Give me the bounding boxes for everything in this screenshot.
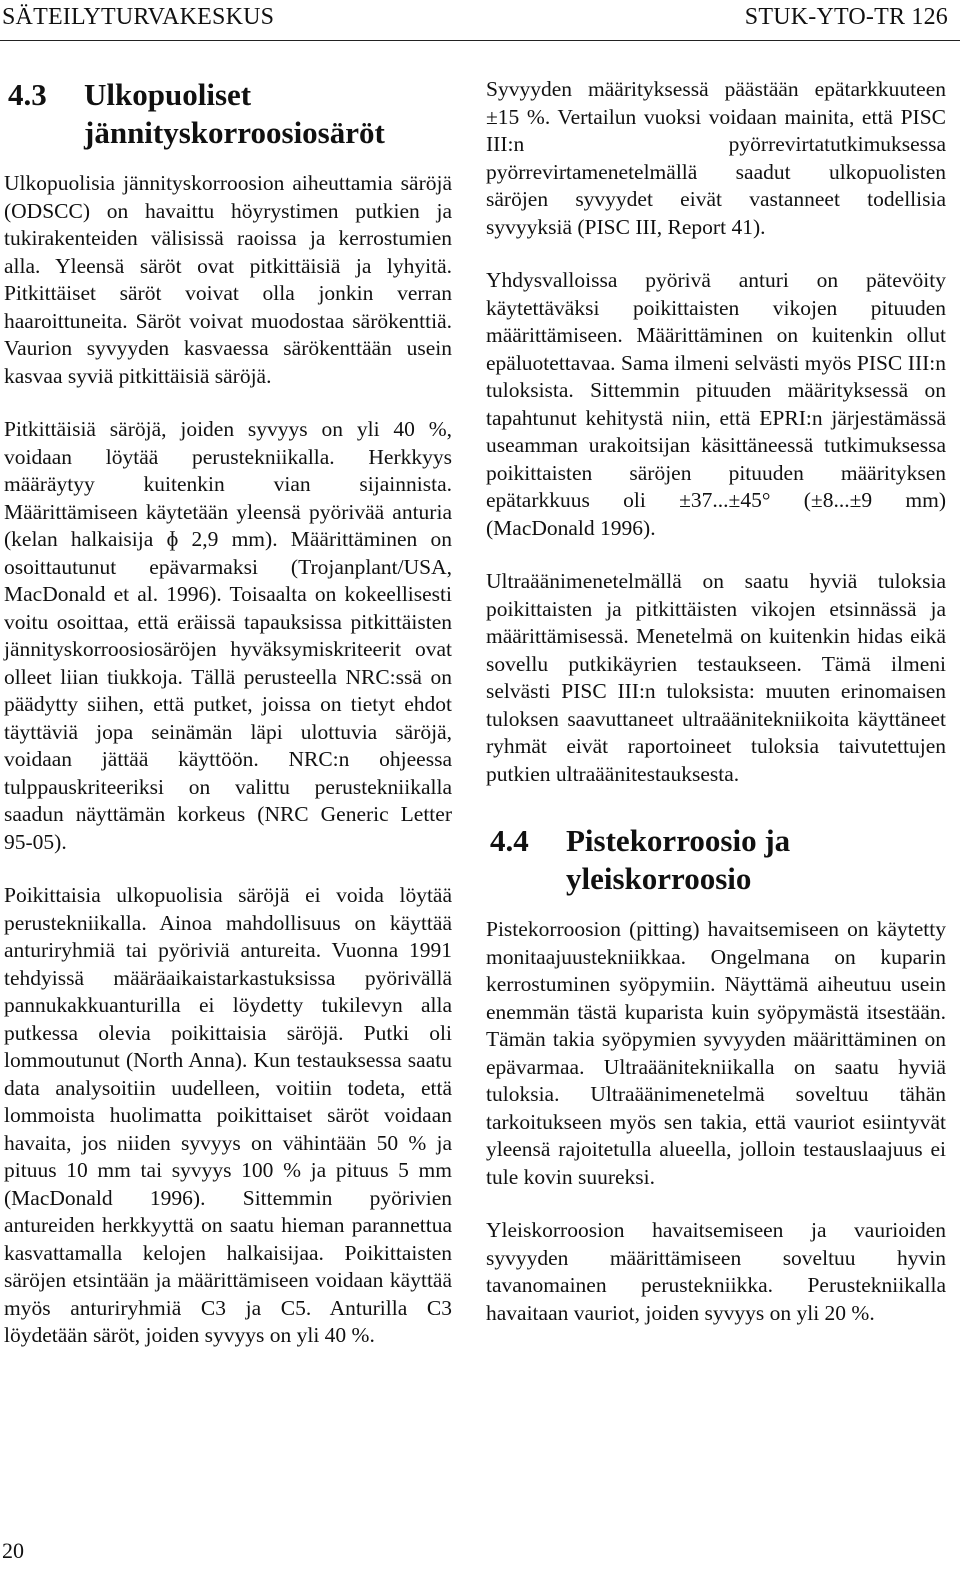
paragraph: Ultraäänimenetelmällä on saatu hyviä tuloksia poikittaisten ja pitkittäisten vikojen etsinnässä ja määrittämisessä. Menetelmä on kuitenkin hidas eikä sovellu putkikäyrien testaukseen. Tämä ilmeni selvästi PISC III:n tuloksista: muuten erinomaisen tuloksen saavuttaneet ultraäänitekniikoita käyttäneet ryhmät eivät raportoineet tuloksia taivutettujen putkien ultraäänitestauksesta. bbox=[486, 569, 946, 786]
publisher-name: SÄTEILYTURVAKESKUS bbox=[2, 4, 275, 30]
section-title: Pistekorroosio ja yleiskorroosio bbox=[566, 823, 791, 896]
section-title: Ulkopuoliset jännityskorroosiosäröt bbox=[84, 77, 385, 150]
running-header bbox=[0, 0, 960, 41]
paragraph: Syvyyden määrityksessä päästään epätarkkuuteen ±15 %. Vertailun vuoksi voidaan mainita, että PISC III:n pyörrevirtatutkimuksessa pyörrevirtamenetelmällä saadut ulkopuolisten säröjen syvyydet eivät vastanneet todellisia syvyyksiä (PISC III, Report 41). bbox=[486, 77, 946, 239]
paragraph: Pistekorroosion (pitting) havaitsemiseen on käytetty monitaajuustekniikkaa. Ongelmana on kuparin kerrostuminen syöpymiin. Näyttämä aiheutuu usein enemmän tästä kuparista kuin syöpymästä itsestään. Tämän takia syöpymien syvyyden määrittäminen on epävarmaa. Ultraäänitekniikalla on saatu hyviä tuloksia. Ultraäänimenetelmä soveltuu tähän tarkoitukseen myös sen takia, että vauriot esiintyvät yleensä rajoitetulla alueella, jolloin testauslaajuus ei tule kovin suureksi. bbox=[486, 917, 946, 1189]
section-number: 4.4 bbox=[490, 823, 529, 858]
section-heading-4-3 bbox=[4, 76, 452, 152]
section-heading-4-4 bbox=[486, 822, 946, 898]
paragraph: Ulkopuolisia jännityskorroosion aiheuttamia säröjä (ODSCC) on havaittu höyrystimen putkien ja tukirakenteiden välisissä raoissa ja kerrostumien alla. Yleensä säröt ovat pitkittäisiä ja lyhyitä. Pitkittäiset säröt voivat olla jonkin verran haaroittuneita. Säröt voivat muodostaa särökenttiä. Vaurion syvyyden kasvaessa särökenttään usein kasvaa syviä pitkittäisiä säröjä. bbox=[4, 171, 452, 388]
paragraph: Yleiskorroosion havaitsemiseen ja vaurioiden syvyyden määrittämiseen soveltuu hyvin tavanomainen perustekniikka. Perustekniikalla havaitaan vauriot, joiden syvyys on yli 20 %. bbox=[486, 1218, 946, 1325]
left-column bbox=[4, 76, 452, 1376]
paragraph: Yhdysvalloissa pyörivä anturi on pätevöity käytettäväksi poikittaisten vikojen pituuden määrittämiseen. Määrittäminen on kuitenkin ollut epäluotettavaa. Sama ilmeni selvästi myös PISC III:n tuloksista. Sittemmin pituuden määrityksessä on tapahtunut kehitystä niin, että EPRI:n järjestämässä useamman urakoitsijan käsittäneessä tutkimuksessa poikittaisten säröjen pituuden määrityksen epätarkkuus oli ±37...±45° (±8...±9 mm) (MacDonald 1996). bbox=[486, 268, 946, 540]
page-number: 20 bbox=[2, 1538, 24, 1563]
report-id: STUK-YTO-TR 126 bbox=[744, 4, 948, 30]
paragraph: Pitkittäisiä säröjä, joiden syvyys on yli 40 %, voidaan löytää perustekniikalla. Herkkyys määräytyy kuitenkin vian sijainnista. Määrittämiseen käytetään yleensä pyörivää anturia (kelan halkaisija ɸ 2,9 mm). Määrittäminen on osoittautunut epävarmaksi (Trojanplant/USA, MacDonald et al. 1996). Toisaalta on kokeellisesti voitu osoittaa, että eräissä tapauksissa pitkittäisten jännityskorroosiosäröjen hyväksymiskriteerit ovat olleet liian tiukkoja. Tällä perusteella NRC:ssä on päädytty siihen, että putket, joissa on tietyt ehdot täyttäviä jopa seinämän läpi ulottuvia säröjä, voidaan jättää käyttöön. NRC:n ohjeessa tulppauskriteeriksi on valittu perustekniikalla saadun näyttämän korkeus (NRC Generic Letter 95-05). bbox=[4, 417, 452, 854]
paragraph: Poikittaisia ulkopuolisia säröjä ei voida löytää perustekniikalla. Ainoa mahdollisuus on käyttää anturiryhmiä tai pyöriviä antureita. Vuonna 1991 tehdyissä määräaikaistarkastuksissa pyörivällä pannukakkuanturilla ei löydetty tukilevyn alla putkessa olevia poikittaisia säröjä. Putki oli lommoutunut (North Anna). Kun testauksessa saatu data analysoitiin uudelleen, voitiin todeta, että lommoista huolimatta poikittaiset säröt voidaan havaita, jos niiden syvyys on vähintään 50 % ja pituus 10 mm tai syvyys 100 % ja pituus 5 mm (MacDonald 1996). Sittemmin pyörivien antureiden herkkyyttä on saatu hieman parannettua kasvattamalla kelojen halkaisijaa. Poikittaisten säröjen etsintään ja määrittämiseen voidaan käyttää myös anturiryhmiä C3 ja C5. Anturilla C3 löydetään säröt, joiden syvyys on yli 40 %. bbox=[4, 883, 452, 1347]
right-column bbox=[486, 76, 946, 1353]
section-number: 4.3 bbox=[8, 77, 47, 112]
